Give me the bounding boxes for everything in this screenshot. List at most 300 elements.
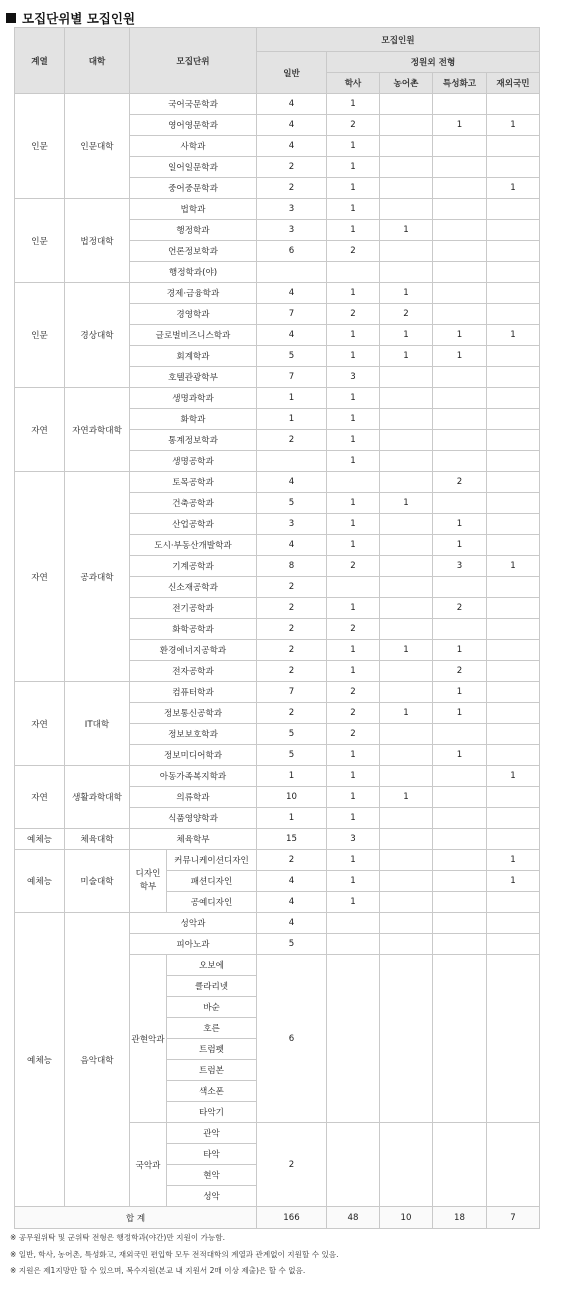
cell-overseas (487, 892, 540, 913)
unit-cell: 글로벌비즈니스학과 (130, 325, 257, 346)
cell-special (433, 409, 487, 430)
cell-general: 5 (257, 346, 327, 367)
unit-cell: 정보통신공학과 (130, 703, 257, 724)
cell-overseas: 1 (487, 178, 540, 199)
cell-general: 4 (257, 892, 327, 913)
cell-rural (380, 472, 433, 493)
cell-rural (380, 367, 433, 388)
cell-bachelor: 1 (327, 640, 380, 661)
cell-overseas (487, 388, 540, 409)
table-body (15, 94, 540, 1229)
cell-special (433, 367, 487, 388)
cell-general: 1 (257, 766, 327, 787)
footnote: ※ 지원은 제1지망만 할 수 있으며, 복수지원(본교 내 지원서 2매 이상 제출)은 할 수 없음. (10, 1266, 306, 1275)
cell-overseas (487, 262, 540, 283)
cell-special (433, 220, 487, 241)
cell-special (433, 493, 487, 514)
cell-special: 2 (433, 472, 487, 493)
cell-special (433, 724, 487, 745)
cell-overseas (487, 808, 540, 829)
cell-general: 2 (257, 178, 327, 199)
unit-cell: 행정학과 (130, 220, 257, 241)
unit-cell: 사학과 (130, 136, 257, 157)
cell-empty (327, 1123, 380, 1207)
sub-division-cell: 디자인 학부 (130, 850, 167, 913)
table-row (15, 94, 540, 115)
cell-overseas (487, 619, 540, 640)
cell-special (433, 241, 487, 262)
cell-general: 3 (257, 220, 327, 241)
table-row (15, 829, 540, 850)
cell-bachelor: 1 (327, 178, 380, 199)
unit-cell: 정보미디어학과 (130, 745, 257, 766)
cell-empty (487, 934, 540, 955)
cell-overseas (487, 472, 540, 493)
cell-empty (433, 934, 487, 955)
cell-bachelor: 1 (327, 892, 380, 913)
cell-overseas (487, 430, 540, 451)
cell-bachelor: 2 (327, 619, 380, 640)
cell-general: 15 (257, 829, 327, 850)
cell-bachelor: 1 (327, 808, 380, 829)
cell-rural: 2 (380, 304, 433, 325)
cell-overseas (487, 745, 540, 766)
cell-overseas (487, 661, 540, 682)
cell-rural: 1 (380, 325, 433, 346)
cell-general: 7 (257, 367, 327, 388)
cell-overseas (487, 535, 540, 556)
cell-overseas: 1 (487, 115, 540, 136)
cell-bachelor: 1 (327, 94, 380, 115)
unit-cell: 생명공학과 (130, 451, 257, 472)
cell-special: 1 (433, 703, 487, 724)
cell-general: 7 (257, 682, 327, 703)
unit-cell: 트럼펫 (167, 1039, 257, 1060)
cell-overseas (487, 409, 540, 430)
unit-cell: 타악 (167, 1144, 257, 1165)
unit-cell: 도시·부동산개발학과 (130, 535, 257, 556)
cell-special (433, 262, 487, 283)
cell-rural: 10 (380, 1207, 433, 1229)
unit-cell: 체육학부 (130, 829, 257, 850)
section-title-text: 모집단위별 모집인원 (22, 11, 136, 26)
cell-overseas: 1 (487, 871, 540, 892)
section-title (6, 7, 135, 29)
cell-general: 1 (257, 808, 327, 829)
unit-cell: 신소재공학과 (130, 577, 257, 598)
group-cell: 자연 (15, 388, 65, 472)
header-overseas: 재외국민 (487, 73, 540, 94)
unit-cell: 회계학과 (130, 346, 257, 367)
unit-cell: 트럼본 (167, 1060, 257, 1081)
cell-special (433, 199, 487, 220)
header-rural: 농어촌 (380, 73, 433, 94)
sub-division-cell: 국악과 (130, 1123, 167, 1207)
cell-general: 8 (257, 556, 327, 577)
cell-rural (380, 598, 433, 619)
cell-bachelor: 1 (327, 661, 380, 682)
cell-bachelor (327, 577, 380, 598)
recruitment-table (14, 27, 540, 1229)
unit-cell: 법학과 (130, 199, 257, 220)
unit-cell: 중어중문학과 (130, 178, 257, 199)
cell-rural: 1 (380, 640, 433, 661)
group-cell: 자연 (15, 682, 65, 766)
group-cell: 예체능 (15, 829, 65, 850)
table-row (15, 682, 540, 703)
unit-cell: 식품영양학과 (130, 808, 257, 829)
cell-special: 1 (433, 535, 487, 556)
table-row (15, 1207, 540, 1229)
group-cell: 예체능 (15, 850, 65, 913)
header-general: 일반 (257, 52, 327, 94)
unit-cell: 성악 (167, 1186, 257, 1207)
cell-overseas (487, 304, 540, 325)
college-cell: 공과대학 (65, 472, 130, 682)
cell-overseas (487, 514, 540, 535)
cell-special (433, 178, 487, 199)
unit-cell: 기계공학과 (130, 556, 257, 577)
cell-rural (380, 808, 433, 829)
footnote: ※ 일반, 학사, 농어촌, 특성화고, 재외국민 편입학 모두 전적대학의 계열과 관계없이 지원할 수 있음. (10, 1249, 339, 1259)
unit-cell: 정보보호학과 (130, 724, 257, 745)
cell-overseas (487, 829, 540, 850)
cell-special: 2 (433, 598, 487, 619)
cell-rural (380, 892, 433, 913)
cell-overseas: 7 (487, 1207, 540, 1229)
cell-general: 4 (257, 871, 327, 892)
unit-cell: 건축공학과 (130, 493, 257, 514)
cell-overseas (487, 724, 540, 745)
cell-overseas: 1 (487, 556, 540, 577)
cell-overseas (487, 136, 540, 157)
cell-special: 1 (433, 325, 487, 346)
cell-general: 1 (257, 388, 327, 409)
unit-cell: 의류학과 (130, 787, 257, 808)
cell-special (433, 619, 487, 640)
cell-general: 5 (257, 745, 327, 766)
header-bachelor: 학사 (327, 73, 380, 94)
unit-cell: 커뮤니케이션디자인 (167, 850, 257, 871)
unit-cell: 토목공학과 (130, 472, 257, 493)
cell-rural (380, 451, 433, 472)
cell-general: 2 (257, 703, 327, 724)
unit-cell: 국어국문학과 (130, 94, 257, 115)
unit-cell: 산업공학과 (130, 514, 257, 535)
cell-general: 2 (257, 577, 327, 598)
cell-special (433, 388, 487, 409)
cell-bachelor: 2 (327, 682, 380, 703)
cell-special: 1 (433, 640, 487, 661)
cell-rural (380, 661, 433, 682)
cell-empty (433, 955, 487, 1123)
cell-rural (380, 871, 433, 892)
cell-rural: 1 (380, 283, 433, 304)
college-cell: 체육대학 (65, 829, 130, 850)
cell-overseas (487, 703, 540, 724)
cell-overseas (487, 157, 540, 178)
cell-special (433, 136, 487, 157)
cell-rural: 1 (380, 493, 433, 514)
cell-empty (487, 1123, 540, 1207)
cell-special (433, 430, 487, 451)
cell-general: 2 (257, 598, 327, 619)
cell-bachelor: 1 (327, 325, 380, 346)
cell-general: 3 (257, 199, 327, 220)
cell-general: 5 (257, 493, 327, 514)
header-unit: 모집단위 (130, 28, 257, 94)
unit-cell: 패션디자인 (167, 871, 257, 892)
cell-bachelor: 3 (327, 367, 380, 388)
cell-overseas (487, 451, 540, 472)
cell-empty (487, 913, 540, 934)
unit-cell: 통계정보학과 (130, 430, 257, 451)
unit-cell: 호른 (167, 1018, 257, 1039)
cell-bachelor: 48 (327, 1207, 380, 1229)
group-cell: 자연 (15, 766, 65, 829)
unit-cell: 전자공학과 (130, 661, 257, 682)
cell-special: 1 (433, 514, 487, 535)
unit-cell: 전기공학과 (130, 598, 257, 619)
cell-special (433, 787, 487, 808)
unit-cell: 컴퓨터학과 (130, 682, 257, 703)
cell-overseas (487, 283, 540, 304)
cell-rural (380, 178, 433, 199)
cell-general: 6 (257, 955, 327, 1123)
table-row (15, 850, 540, 871)
cell-rural (380, 94, 433, 115)
unit-cell: 생명과학과 (130, 388, 257, 409)
cell-special: 3 (433, 556, 487, 577)
header-extra: 정원외 전형 (327, 52, 540, 73)
cell-empty (380, 934, 433, 955)
cell-overseas: 1 (487, 766, 540, 787)
college-cell: 미술대학 (65, 850, 130, 913)
cell-overseas: 1 (487, 850, 540, 871)
cell-general: 4 (257, 283, 327, 304)
group-cell: 예체능 (15, 913, 65, 1207)
cell-special (433, 892, 487, 913)
cell-general: 2 (257, 661, 327, 682)
unit-cell: 오보에 (167, 955, 257, 976)
cell-empty (380, 955, 433, 1123)
header-special: 특성화고 (433, 73, 487, 94)
cell-overseas (487, 346, 540, 367)
cell-general: 4 (257, 535, 327, 556)
cell-rural (380, 157, 433, 178)
unit-cell: 아동가족복지학과 (130, 766, 257, 787)
unit-cell: 화학과 (130, 409, 257, 430)
cell-special (433, 283, 487, 304)
unit-cell: 호텔관광학부 (130, 367, 257, 388)
cell-special (433, 157, 487, 178)
cell-empty (433, 1123, 487, 1207)
cell-general: 1 (257, 409, 327, 430)
cell-general: 4 (257, 325, 327, 346)
cell-rural (380, 745, 433, 766)
unit-cell: 색소폰 (167, 1081, 257, 1102)
cell-bachelor: 1 (327, 745, 380, 766)
cell-rural (380, 241, 433, 262)
unit-cell: 화학공학과 (130, 619, 257, 640)
unit-cell: 타악기 (167, 1102, 257, 1123)
cell-bachelor: 1 (327, 598, 380, 619)
unit-cell: 언론정보학과 (130, 241, 257, 262)
cell-bachelor: 1 (327, 388, 380, 409)
cell-empty (327, 955, 380, 1123)
cell-rural (380, 199, 433, 220)
cell-bachelor: 1 (327, 136, 380, 157)
cell-rural (380, 535, 433, 556)
cell-bachelor: 1 (327, 493, 380, 514)
header-quota: 모집인원 (257, 28, 540, 52)
cell-bachelor: 1 (327, 283, 380, 304)
cell-general (257, 451, 327, 472)
cell-bachelor (327, 472, 380, 493)
cell-bachelor: 1 (327, 535, 380, 556)
cell-special: 1 (433, 682, 487, 703)
cell-bachelor: 2 (327, 304, 380, 325)
square-bullet-icon (6, 13, 16, 23)
cell-bachelor: 2 (327, 115, 380, 136)
cell-general: 4 (257, 94, 327, 115)
unit-cell: 클라리넷 (167, 976, 257, 997)
cell-special (433, 850, 487, 871)
cell-overseas (487, 682, 540, 703)
cell-empty (327, 913, 380, 934)
footnote: ※ 공무원위탁 및 군위탁 전형은 행정학과(야간)만 지원이 가능함. (10, 1233, 225, 1242)
cell-general: 5 (257, 724, 327, 745)
cell-bachelor: 2 (327, 556, 380, 577)
unit-cell: 공예디자인 (167, 892, 257, 913)
cell-general: 2 (257, 640, 327, 661)
cell-empty (380, 913, 433, 934)
cell-special (433, 808, 487, 829)
cell-general: 7 (257, 304, 327, 325)
cell-bachelor: 1 (327, 220, 380, 241)
group-cell: 인문 (15, 283, 65, 388)
cell-empty (380, 1123, 433, 1207)
cell-general: 5 (257, 934, 327, 955)
cell-overseas (487, 241, 540, 262)
cell-overseas (487, 367, 540, 388)
cell-overseas (487, 493, 540, 514)
unit-cell: 경영학과 (130, 304, 257, 325)
cell-general: 2 (257, 430, 327, 451)
cell-bachelor: 1 (327, 409, 380, 430)
table-row (15, 283, 540, 304)
cell-rural (380, 766, 433, 787)
cell-general: 10 (257, 787, 327, 808)
cell-special (433, 94, 487, 115)
unit-cell: 피아노과 (130, 934, 257, 955)
cell-overseas (487, 640, 540, 661)
table-row (15, 913, 540, 934)
cell-general: 4 (257, 136, 327, 157)
cell-special (433, 451, 487, 472)
cell-overseas: 1 (487, 325, 540, 346)
college-cell: 자연과학대학 (65, 388, 130, 472)
college-cell: 경상대학 (65, 283, 130, 388)
cell-special (433, 829, 487, 850)
cell-general: 4 (257, 115, 327, 136)
cell-bachelor: 2 (327, 241, 380, 262)
cell-rural (380, 262, 433, 283)
cell-empty (433, 913, 487, 934)
cell-rural: 1 (380, 787, 433, 808)
unit-cell: 바순 (167, 997, 257, 1018)
cell-rural (380, 682, 433, 703)
cell-special (433, 871, 487, 892)
cell-general (257, 262, 327, 283)
cell-rural (380, 619, 433, 640)
cell-bachelor: 1 (327, 157, 380, 178)
group-cell: 인문 (15, 94, 65, 199)
unit-cell: 환경에너지공학과 (130, 640, 257, 661)
cell-rural: 1 (380, 220, 433, 241)
table-row (15, 766, 540, 787)
cell-special: 1 (433, 745, 487, 766)
sub-division-cell: 관현악과 (130, 955, 167, 1123)
unit-cell: 관악 (167, 1123, 257, 1144)
college-cell: 인문대학 (65, 94, 130, 199)
cell-overseas (487, 577, 540, 598)
cell-rural (380, 829, 433, 850)
cell-rural (380, 136, 433, 157)
college-cell: 법정대학 (65, 199, 130, 283)
unit-cell: 영어영문학과 (130, 115, 257, 136)
cell-overseas (487, 598, 540, 619)
cell-general: 2 (257, 1123, 327, 1207)
cell-general: 4 (257, 472, 327, 493)
cell-bachelor: 2 (327, 724, 380, 745)
group-cell: 인문 (15, 199, 65, 283)
cell-rural: 1 (380, 703, 433, 724)
cell-rural (380, 577, 433, 598)
unit-cell: 행정학과(야) (130, 262, 257, 283)
cell-bachelor: 1 (327, 346, 380, 367)
cell-general: 166 (257, 1207, 327, 1229)
unit-cell: 현악 (167, 1165, 257, 1186)
cell-special: 1 (433, 346, 487, 367)
cell-rural (380, 850, 433, 871)
unit-cell: 성악과 (130, 913, 257, 934)
college-cell: IT대학 (65, 682, 130, 766)
table-row (15, 199, 540, 220)
cell-rural (380, 514, 433, 535)
cell-special (433, 577, 487, 598)
cell-bachelor: 1 (327, 787, 380, 808)
cell-bachelor: 1 (327, 871, 380, 892)
cell-bachelor: 1 (327, 514, 380, 535)
cell-general: 2 (257, 619, 327, 640)
cell-special (433, 766, 487, 787)
cell-bachelor: 1 (327, 451, 380, 472)
unit-cell: 경제·금융학과 (130, 283, 257, 304)
header-group: 계열 (15, 28, 65, 94)
cell-overseas (487, 787, 540, 808)
header-college: 대학 (65, 28, 130, 94)
cell-special: 2 (433, 661, 487, 682)
cell-bachelor (327, 262, 380, 283)
table-row (15, 388, 540, 409)
cell-special: 1 (433, 115, 487, 136)
cell-rural (380, 409, 433, 430)
total-label: 합 계 (15, 1207, 257, 1229)
cell-bachelor: 1 (327, 766, 380, 787)
cell-rural (380, 430, 433, 451)
cell-rural (380, 388, 433, 409)
